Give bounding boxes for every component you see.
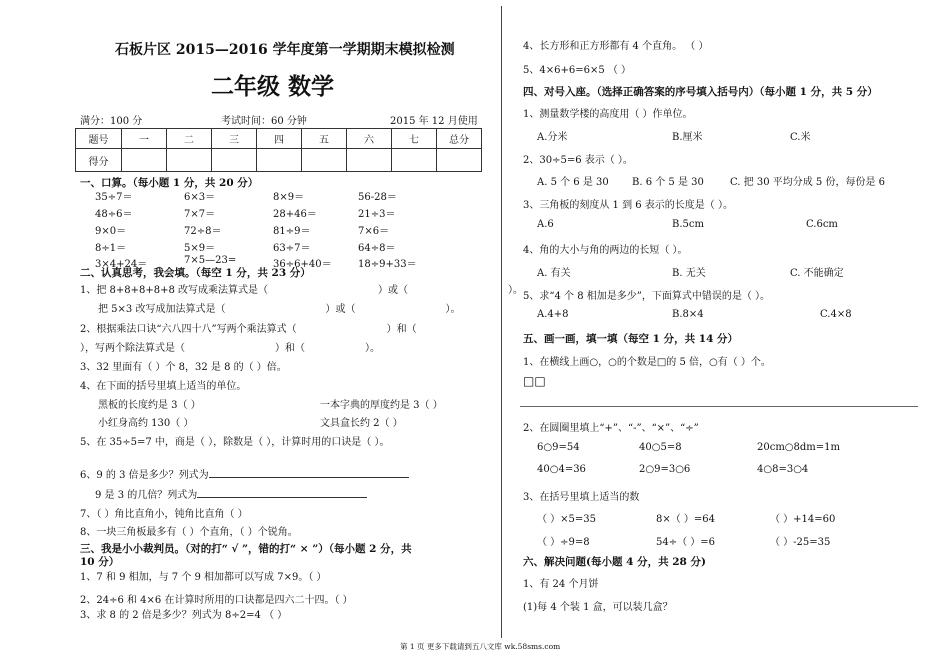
operator-item: 4○8=3○4: [757, 464, 809, 475]
s4-q5-opt-b[interactable]: B.8×4: [672, 309, 704, 320]
s2-q6a-text: 6、9 的 3 倍是多少？列式为: [80, 470, 209, 481]
s5-q1: 1、在横线上画○，○的个数是□的 5 倍，○有（ ）个。: [523, 357, 771, 368]
mental-math-item: 48÷6＝: [95, 209, 133, 220]
score-cell: 得分: [76, 149, 122, 172]
s2-q1a-text: 1、把 8+8+8+8+8 改写成乘法算式是（: [80, 285, 269, 296]
mental-math-item: 8×9＝: [273, 192, 305, 203]
s4-q2: 2、30÷5=6 表示（ ）。: [523, 155, 633, 166]
fill-number-item: （ ）÷9=8: [537, 537, 590, 548]
s4-q4: 4、角的大小与角的两边的长短（ ）。: [523, 245, 688, 256]
s3-q5: 5、4×6+6=6×5 （ ）: [523, 65, 632, 76]
score-blank[interactable]: [257, 149, 302, 172]
s3-q4: 4、长方形和正方形都有 4 个直角。 （ ）: [523, 41, 709, 52]
fill-number-item: 8×（ ）=64: [656, 514, 716, 525]
subject-title: 二年级 数学: [211, 73, 335, 100]
mental-math-item: 5×9＝: [184, 243, 216, 254]
square-boxes: □□: [523, 374, 546, 388]
operator-item: 6○9=54: [537, 442, 580, 453]
score-cell: 二: [167, 129, 212, 149]
score-blank[interactable]: [167, 149, 212, 172]
s4-q4-opt-a[interactable]: A. 有关: [537, 268, 571, 279]
section5-title: 五、画一画，填一填（每空 1 分，共 14 分）: [523, 333, 739, 345]
s6-q1: 1、有 24 个月饼: [523, 579, 599, 590]
score-table-header-row: [76, 129, 482, 149]
s5-q2: 2、在圆圈里填上“+”、“-”、“×”、“÷”: [523, 423, 699, 434]
s4-q5: 5、求“4 个 8 相加是多少”，下面算式中错误的是（ ）。: [523, 291, 771, 302]
answer-line[interactable]: [197, 497, 367, 498]
s2-q1a-end: ）。: [508, 285, 524, 296]
s2-q2a-text: 2、根据乘法口诀“六八四十八”写两个乘法算式（: [80, 324, 297, 335]
operator-item: 40○5=8: [639, 442, 682, 453]
mental-math-item: 18÷9+33＝: [358, 259, 417, 270]
exam-time: 考试时间：60 分钟: [221, 116, 307, 127]
column-divider: [501, 6, 502, 638]
s2-q2b-mid: ）和（: [275, 343, 305, 354]
s2-q1b-text: 把 5×3 改写成加法算式是（: [98, 304, 226, 315]
score-blank[interactable]: [347, 149, 392, 172]
date-used: 2015 年 12 月使用: [390, 116, 478, 127]
mental-math-item: 35÷7＝: [95, 192, 133, 203]
mental-math-item: 8÷1＝: [95, 243, 127, 254]
mental-math-item: 7×6＝: [358, 226, 390, 237]
s2-q4-a: 黑板的长度约是 3（ ）: [98, 400, 201, 411]
s3-q3: 3、求 8 的 2 倍是多少？列式为 8÷2=4 （ ）: [80, 610, 288, 621]
mental-math-item: 9×0＝: [95, 226, 127, 237]
exam-title: 石板片区 2015—2016 学年度第一学期期末模拟检测: [115, 42, 455, 58]
s2-q5: 5、在 35÷5=7 中，商是（ ），除数是（ ），计算时用的口诀是（ ）。: [80, 437, 390, 448]
fill-number-item: （ ）×5=35: [537, 514, 597, 525]
fill-number-item: （ ）-25=35: [770, 537, 831, 548]
mental-math-item: 3×4+24＝: [95, 259, 148, 270]
s4-q1: 1、测量数学楼的高度用（ ）作单位。: [523, 109, 693, 120]
fill-number-item: （ ）+14=60: [770, 514, 836, 525]
score-table-score-row: [76, 149, 482, 172]
section6-title: 六、解决问题(每小题 4 分，共 28 分): [523, 556, 706, 568]
s2-q4-b: 一本字典的厚度约是 3（ ）: [320, 400, 443, 411]
s3-q2: 2、24÷6 和 4×6 在计算时所用的口诀都是四六二十四。（ ）: [80, 595, 353, 606]
s2-q2b-text: ），写两个除法算式是（: [80, 343, 185, 354]
operator-item: 2○9=3○6: [639, 464, 691, 475]
score-table: [75, 128, 482, 172]
operator-item: 40○4=36: [537, 464, 586, 475]
score-blank[interactable]: [437, 149, 482, 172]
s4-q5-opt-a[interactable]: A.4+8: [537, 309, 569, 320]
s3-q1: 1、7 和 9 相加，与 7 个 9 相加都可以写成 7×9。（ ）: [80, 572, 327, 583]
s2-q6a: [80, 466, 409, 481]
s4-q1-opt-b[interactable]: B.厘米: [672, 132, 703, 143]
s2-q8: 8、一块三角板最多有（ ）个直角，（ ）个锐角。: [80, 527, 298, 538]
section4-title: 四、对号入座。（选择正确答案的序号填入括号内）（每小题 1 分，共 5 分）: [523, 86, 878, 98]
s2-q1b-mid: ）或（: [325, 304, 356, 315]
section1-title: 一、口算。（每小题 1 分，共 20 分）: [80, 177, 259, 189]
section2-title: 二、认真思考，我会填。（每空 1 分，共 23 分）: [80, 267, 311, 279]
fill-number-item: 54÷（ ）=6: [656, 537, 716, 548]
score-cell: 题号: [76, 129, 122, 149]
s2-q7: 7、（ ）角比直角小，钝角比直角（ ）: [80, 509, 248, 520]
s4-q3-opt-c[interactable]: C.6cm: [806, 219, 838, 230]
score-blank[interactable]: [212, 149, 257, 172]
s2-q4-c: 小红身高约 130（ ）: [98, 418, 194, 429]
section3-title: 三、我是小小裁判员。（对的打“ √ ”，错的打“ × ”）（每小题 2 分，共: [80, 543, 412, 555]
s2-q1b-end: ）。: [445, 304, 461, 315]
mental-math-item: 72÷8＝: [184, 226, 222, 237]
answer-line[interactable]: [209, 477, 409, 478]
mental-math-item: 64÷8＝: [358, 243, 396, 254]
score-cell: 七: [392, 129, 437, 149]
s2-q1a: [80, 281, 523, 296]
operator-item: 20cm○8dm=1m: [757, 442, 841, 453]
s4-q1-opt-a[interactable]: A.分米: [537, 132, 568, 143]
score-cell: 四: [257, 129, 302, 149]
s5-q3: 3、在括号里填上适当的数: [523, 492, 640, 503]
mental-math-item: 21÷3＝: [358, 209, 396, 220]
s2-q1a-mid: ）或（: [378, 285, 409, 296]
s2-q4-d: 文具盒长约 2（ ）: [320, 418, 403, 429]
mental-math-item: 6×3＝: [184, 192, 216, 203]
s4-q5-opt-c[interactable]: C.4×8: [820, 309, 852, 320]
mental-math-item: 81÷9＝: [273, 226, 311, 237]
s4-q4-opt-c[interactable]: C. 不能确定: [790, 268, 844, 279]
score-cell: 一: [122, 129, 167, 149]
score-cell: 总分: [437, 129, 482, 149]
s2-q6b: [95, 486, 367, 501]
s4-q4-opt-b[interactable]: B. 无关: [672, 268, 706, 279]
score-cell: 三: [212, 129, 257, 149]
s2-q2b-end: ）。: [365, 343, 380, 354]
score-blank[interactable]: [302, 149, 347, 172]
s2-q6b-text: 9 是 3 的几倍？列式为: [95, 490, 198, 501]
s2-q2a: [80, 320, 417, 335]
mental-math-item: 63÷7＝: [273, 243, 311, 254]
s6-q1a: (1)每 4 个装 1 盒，可以装几盒？: [523, 602, 673, 613]
s4-q3-opt-a[interactable]: A.6: [537, 219, 554, 230]
s4-q2-opt-a[interactable]: A. 5 个 6 是 30: [537, 177, 609, 188]
mental-math-item: 7×7＝: [184, 209, 216, 220]
score-blank[interactable]: [122, 149, 167, 172]
page-footer: 第 1 页 更多下载请到五八文库 wk.58sms.com: [400, 642, 561, 651]
mental-math-item: 56-28＝: [358, 192, 397, 203]
score-cell: 五: [302, 129, 347, 149]
mental-math-item: 28+46＝: [273, 209, 317, 220]
mental-math-item: 7×5—23=: [184, 255, 237, 266]
section3-title-cont: 10 分）: [80, 556, 120, 568]
drawing-line[interactable]: [520, 406, 918, 407]
s2-q2a-end: ）和（: [386, 324, 417, 335]
mental-math-item: 36÷6+40＝: [273, 259, 332, 270]
s4-q1-opt-c[interactable]: C.米: [790, 132, 811, 143]
s2-q4: 4、在下面的括号里填上适当的单位。: [80, 381, 247, 392]
s4-q2-opt-b[interactable]: B. 6 个 5 是 30: [632, 177, 704, 188]
full-score: 满分：100 分: [80, 116, 143, 127]
s4-q2-opt-c[interactable]: C. 把 30 平均分成 5 份，每份是 6: [730, 177, 885, 188]
score-cell: 六: [347, 129, 392, 149]
s4-q3: 3、三角板的刻度从 1 到 6 表示的长度是（ ）。: [523, 200, 733, 211]
s4-q3-opt-b[interactable]: B.5cm: [672, 219, 704, 230]
s2-q1b: [98, 300, 460, 315]
score-blank[interactable]: [392, 149, 437, 172]
s2-q3: 3、32 里面有（ ）个 8，32 是 8 的（ ）倍。: [80, 362, 287, 373]
s2-q2b: [80, 339, 380, 354]
